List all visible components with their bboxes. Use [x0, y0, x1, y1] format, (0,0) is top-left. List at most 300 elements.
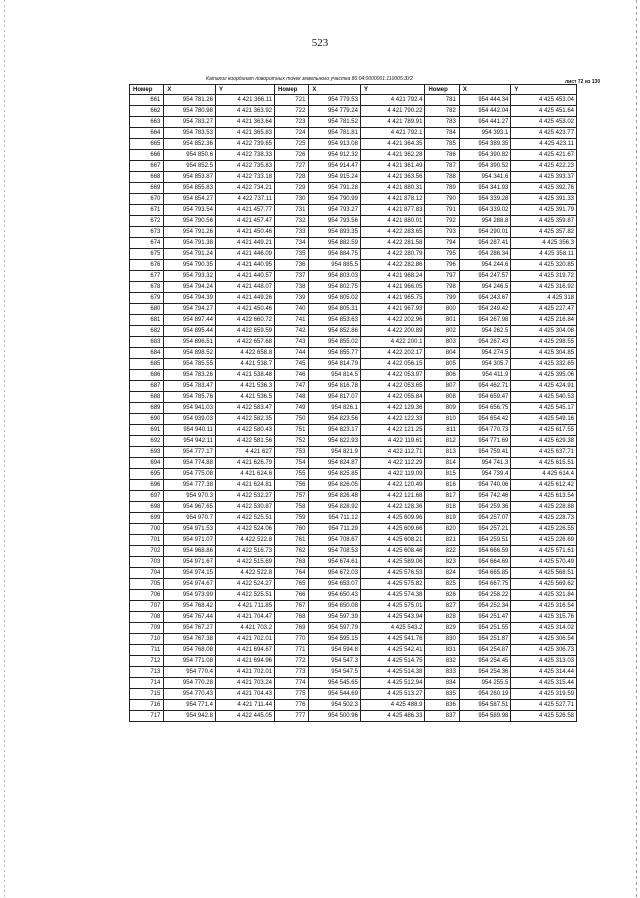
- cell-x: 954 940.11: [164, 425, 216, 436]
- cell-x: 954 462.71: [459, 381, 511, 392]
- cell-number: 793: [425, 227, 459, 238]
- table-row: [130, 282, 577, 293]
- cell-number: 704: [130, 568, 164, 579]
- cell-x: 954 852.86: [309, 326, 361, 337]
- cell-number: 695: [130, 469, 164, 480]
- cell-x: 954 826.05: [309, 480, 361, 491]
- cell-y: 4 425 453.02: [511, 117, 577, 128]
- cell-number: 761: [275, 535, 309, 546]
- cell-y: 4 425 395.06: [511, 370, 577, 381]
- cell-x: 954 259.36: [459, 502, 511, 513]
- cell-number: 705: [130, 579, 164, 590]
- cell-x: 954 305.7: [459, 359, 511, 370]
- cell-x: 954 825.85: [309, 469, 361, 480]
- cell-x: 954 390.52: [459, 161, 511, 172]
- cell-x: 954 828.92: [309, 502, 361, 513]
- cell-x: 954 243.67: [459, 293, 511, 304]
- cell-number: 669: [130, 183, 164, 194]
- cell-y: 4 425 358.11: [511, 249, 577, 260]
- cell-number: 769: [275, 623, 309, 634]
- table-row: [130, 568, 577, 579]
- cell-x: 954 785.55: [164, 359, 216, 370]
- cell-number: 731: [275, 205, 309, 216]
- cell-y: 4 425 451.64: [511, 106, 577, 117]
- cell-y: 4 422 282.86: [360, 260, 424, 271]
- cell-number: 822: [425, 546, 459, 557]
- cell-y: 4 425 453.04: [511, 95, 577, 106]
- cell-x: 954 915.24: [309, 172, 361, 183]
- cell-number: 696: [130, 480, 164, 491]
- table-row: [130, 601, 577, 612]
- cell-x: 954 254.36: [459, 667, 511, 678]
- cell-x: 954 783.27: [164, 117, 216, 128]
- cell-x: 954 711.29: [309, 524, 361, 535]
- cell-y: 4 425 306.54: [511, 634, 577, 645]
- cell-number: 663: [130, 117, 164, 128]
- table-row: [130, 271, 577, 282]
- table-row: [130, 612, 577, 623]
- cell-y: 4 421 968.24: [360, 271, 424, 282]
- cell-y: 4 422 516.73: [215, 546, 274, 557]
- cell-x: 954 767.44: [164, 612, 216, 623]
- table-body: [130, 95, 577, 722]
- cell-y: 4 425 608.21: [360, 535, 424, 546]
- table-row: [130, 502, 577, 513]
- table-row: [130, 260, 577, 271]
- cell-x: 954 770.43: [164, 689, 216, 700]
- cell-number: 792: [425, 216, 459, 227]
- table-row: [130, 458, 577, 469]
- cell-number: 760: [275, 524, 309, 535]
- cell-x: 954 974.15: [164, 568, 216, 579]
- cell-y: 4 422 280.79: [360, 249, 424, 260]
- cell-x: 954 339.02: [459, 205, 511, 216]
- cell-x: 954 939.03: [164, 414, 216, 425]
- cell-x: 954 650.08: [309, 601, 361, 612]
- cell-x: 954 251.55: [459, 623, 511, 634]
- header-y-1: Y: [215, 85, 274, 95]
- cell-x: 954 852.36: [164, 139, 216, 150]
- cell-number: 762: [275, 546, 309, 557]
- table-row: [130, 513, 577, 524]
- cell-x: 954 942.11: [164, 436, 216, 447]
- cell-y: 4 422 658.8: [215, 348, 274, 359]
- cell-y: 4 425 569.62: [511, 579, 577, 590]
- cell-number: 732: [275, 216, 309, 227]
- header-row: [130, 85, 577, 95]
- cell-number: 688: [130, 392, 164, 403]
- cell-y: 4 422 202.17: [360, 348, 424, 359]
- cell-number: 816: [425, 480, 459, 491]
- cell-x: 954 442.04: [459, 106, 511, 117]
- cell-x: 954 913.08: [309, 139, 361, 150]
- cell-x: 954 803.03: [309, 271, 361, 282]
- table-row: [130, 216, 577, 227]
- cell-number: 723: [275, 117, 309, 128]
- cell-y: 4 422 122.33: [360, 414, 424, 425]
- cell-y: 4 421 449.26: [215, 293, 274, 304]
- cell-y: 4 421 440.57: [215, 271, 274, 282]
- header-x-1: X: [164, 85, 216, 95]
- cell-y: 4 421 967.93: [360, 304, 424, 315]
- cell-x: 954 672.03: [309, 568, 361, 579]
- cell-number: 819: [425, 513, 459, 524]
- cell-y: 4 421 694.67: [215, 645, 274, 656]
- cell-x: 954 252.34: [459, 601, 511, 612]
- cell-number: 680: [130, 304, 164, 315]
- cell-y: 4 425 609.96: [360, 513, 424, 524]
- cell-x: 954 777.17: [164, 447, 216, 458]
- cell-number: 661: [130, 95, 164, 106]
- table-row: [130, 579, 577, 590]
- cell-number: 815: [425, 469, 459, 480]
- cell-x: 954 255.5: [459, 678, 511, 689]
- cell-number: 828: [425, 612, 459, 623]
- cell-number: 801: [425, 315, 459, 326]
- cell-number: 742: [275, 326, 309, 337]
- cell-y: 4 422 200.89: [360, 326, 424, 337]
- cell-number: 808: [425, 392, 459, 403]
- cell-number: 794: [425, 238, 459, 249]
- cell-number: 835: [425, 689, 459, 700]
- cell-x: 954 914.47: [309, 161, 361, 172]
- table-row: [130, 491, 577, 502]
- cell-y: 4 421 536.3: [215, 381, 274, 392]
- cell-y: 4 422 055.84: [360, 392, 424, 403]
- cell-number: 738: [275, 282, 309, 293]
- cell-number: 767: [275, 601, 309, 612]
- cell-x: 954 286.34: [459, 249, 511, 260]
- cell-x: 954 288.8: [459, 216, 511, 227]
- cell-y: 4 425 526.58: [511, 711, 577, 722]
- cell-x: 954 852.5: [164, 161, 216, 172]
- cell-number: 799: [425, 293, 459, 304]
- table-row: [130, 337, 577, 348]
- cell-number: 746: [275, 370, 309, 381]
- cell-x: 954 850.6: [164, 150, 216, 161]
- cell-y: 4 425 391.79: [511, 205, 577, 216]
- table-row: [130, 194, 577, 205]
- cell-x: 954 674.61: [309, 557, 361, 568]
- cell-y: 4 425 574.38: [360, 590, 424, 601]
- cell-y: 4 422 056.15: [360, 359, 424, 370]
- cell-x: 954 854.27: [164, 194, 216, 205]
- cell-number: 713: [130, 667, 164, 678]
- cell-number: 834: [425, 678, 459, 689]
- table-row: [130, 645, 577, 656]
- cell-y: 4 425 614.4: [511, 469, 577, 480]
- cell-x: 954 547.5: [309, 667, 361, 678]
- cell-number: 811: [425, 425, 459, 436]
- cell-number: 734: [275, 238, 309, 249]
- cell-x: 954 816.78: [309, 381, 361, 392]
- table-row: [130, 359, 577, 370]
- cell-y: 4 421 792.4: [360, 95, 424, 106]
- table-row: [130, 293, 577, 304]
- cell-number: 784: [425, 128, 459, 139]
- cell-x: 954 793.32: [164, 271, 216, 282]
- cell-number: 678: [130, 282, 164, 293]
- header-number-2: Номер: [275, 85, 309, 95]
- cell-x: 954 791.38: [164, 238, 216, 249]
- cell-y: 4 421 878.12: [360, 194, 424, 205]
- cell-number: 740: [275, 304, 309, 315]
- cell-x: 954 274.5: [459, 348, 511, 359]
- cell-x: 954 791.28: [309, 183, 361, 194]
- cell-x: 954 777.38: [164, 480, 216, 491]
- cell-x: 954 771.69: [459, 436, 511, 447]
- table-row: [130, 689, 577, 700]
- cell-number: 674: [130, 238, 164, 249]
- cell-x: 954 257.21: [459, 524, 511, 535]
- cell-x: 954 341.6: [459, 172, 511, 183]
- cell-number: 706: [130, 590, 164, 601]
- header-y-2: Y: [360, 85, 424, 95]
- cell-x: 954 708.53: [309, 546, 361, 557]
- cell-x: 954 767.38: [164, 634, 216, 645]
- cell-x: 954 770.28: [164, 678, 216, 689]
- cell-y: 4 421 702.01: [215, 634, 274, 645]
- cell-x: 954 246.5: [459, 282, 511, 293]
- cell-x: 954 785.76: [164, 392, 216, 403]
- cell-number: 671: [130, 205, 164, 216]
- cell-y: 4 425 576.53: [360, 568, 424, 579]
- cell-number: 836: [425, 700, 459, 711]
- cell-y: 4 425 304.08: [511, 326, 577, 337]
- cell-number: 754: [275, 458, 309, 469]
- cell-number: 772: [275, 656, 309, 667]
- cell-x: 954 974.67: [164, 579, 216, 590]
- cell-x: 954 262.5: [459, 326, 511, 337]
- cell-y: 4 422 281.58: [360, 238, 424, 249]
- cell-y: 4 421 624.81: [215, 480, 274, 491]
- cell-x: 954 791.24: [164, 249, 216, 260]
- cell-y: 4 422 738.33: [215, 150, 274, 161]
- cell-number: 817: [425, 491, 459, 502]
- cell-y: 4 422 522.8: [215, 568, 274, 579]
- table-row: [130, 634, 577, 645]
- cell-number: 692: [130, 436, 164, 447]
- table-row: [130, 249, 577, 260]
- cell-number: 827: [425, 601, 459, 612]
- cell-x: 954 258.22: [459, 590, 511, 601]
- cell-x: 954 898.52: [164, 348, 216, 359]
- cell-number: 675: [130, 249, 164, 260]
- table-row: [130, 150, 577, 161]
- cell-x: 954 290.01: [459, 227, 511, 238]
- cell-x: 954 967.65: [164, 502, 216, 513]
- cell-number: 749: [275, 403, 309, 414]
- cell-x: 954 826.1: [309, 403, 361, 414]
- cell-y: 4 421 450.46: [215, 304, 274, 315]
- cell-y: 4 425 319.72: [511, 271, 577, 282]
- cell-number: 803: [425, 337, 459, 348]
- cell-x: 954 589.98: [459, 711, 511, 722]
- cell-x: 954 822.93: [309, 436, 361, 447]
- cell-y: 4 425 545.17: [511, 403, 577, 414]
- table-row: [130, 392, 577, 403]
- cell-y: 4 421 790.22: [360, 106, 424, 117]
- cell-x: 954 973.99: [164, 590, 216, 601]
- cell-x: 954 667.75: [459, 579, 511, 590]
- cell-y: 4 422 112.71: [360, 447, 424, 458]
- page-number: 523: [311, 37, 329, 49]
- cell-y: 4 422 515.69: [215, 557, 274, 568]
- cell-number: 689: [130, 403, 164, 414]
- cell-number: 812: [425, 436, 459, 447]
- table-row: [130, 403, 577, 414]
- cell-number: 717: [130, 711, 164, 722]
- cell-x: 954 779.53: [309, 95, 361, 106]
- cell-number: 683: [130, 337, 164, 348]
- table-row: [130, 524, 577, 535]
- cell-number: 748: [275, 392, 309, 403]
- cell-x: 954 740.06: [459, 480, 511, 491]
- cell-y: 4 425 320.85: [511, 260, 577, 271]
- cell-y: 4 421 702.01: [215, 667, 274, 678]
- cell-x: 954 656.75: [459, 403, 511, 414]
- cell-number: 733: [275, 227, 309, 238]
- table-row: [130, 183, 577, 194]
- cell-y: 4 421 703.2: [215, 623, 274, 634]
- cell-x: 954 502.3: [309, 700, 361, 711]
- cell-x: 954 545.65: [309, 678, 361, 689]
- cell-number: 684: [130, 348, 164, 359]
- cell-x: 954 774.88: [164, 458, 216, 469]
- cell-x: 954 823.17: [309, 425, 361, 436]
- cell-number: 826: [425, 590, 459, 601]
- cell-number: 682: [130, 326, 164, 337]
- cell-x: 954 855.02: [309, 337, 361, 348]
- cell-y: 4 425 226.69: [511, 535, 577, 546]
- cell-y: 4 425 637.71: [511, 447, 577, 458]
- cell-number: 681: [130, 315, 164, 326]
- cell-x: 954 814.5: [309, 370, 361, 381]
- cell-number: 813: [425, 447, 459, 458]
- cell-x: 954 595.15: [309, 634, 361, 645]
- cell-number: 757: [275, 491, 309, 502]
- cell-y: 4 422 583.47: [215, 403, 274, 414]
- table-row: [130, 348, 577, 359]
- cell-y: 4 425 568.51: [511, 568, 577, 579]
- cell-y: 4 421 536.5: [215, 392, 274, 403]
- cell-number: 758: [275, 502, 309, 513]
- cell-y: 4 422 739.65: [215, 139, 274, 150]
- cell-number: 806: [425, 370, 459, 381]
- cell-y: 4 421 364.35: [360, 139, 424, 150]
- cell-x: 954 896.51: [164, 337, 216, 348]
- table-row: [130, 128, 577, 139]
- cell-x: 954 771.4: [164, 700, 216, 711]
- cell-number: 712: [130, 656, 164, 667]
- cell-y: 4 422 530.87: [215, 502, 274, 513]
- cell-y: 4 421 711.85: [215, 601, 274, 612]
- table-row: [130, 95, 577, 106]
- cell-y: 4 425 393.37: [511, 172, 577, 183]
- cell-number: 662: [130, 106, 164, 117]
- cell-x: 954 287.41: [459, 238, 511, 249]
- cell-number: 739: [275, 293, 309, 304]
- cell-y: 4 422 128.36: [360, 502, 424, 513]
- cell-number: 814: [425, 458, 459, 469]
- cell-number: 770: [275, 634, 309, 645]
- table-row: [130, 370, 577, 381]
- cell-y: 4 421 704.47: [215, 612, 274, 623]
- cell-y: 4 422 580.43: [215, 425, 274, 436]
- cell-y: 4 425 541.76: [360, 634, 424, 645]
- table-row: [130, 700, 577, 711]
- cell-y: 4 422 119.61: [360, 436, 424, 447]
- cell-x: 954 741.3: [459, 458, 511, 469]
- cell-y: 4 421 624.6: [215, 469, 274, 480]
- scan-edge-left: [4, 0, 5, 898]
- cell-number: 763: [275, 557, 309, 568]
- cell-x: 954 853.87: [164, 172, 216, 183]
- cell-number: 694: [130, 458, 164, 469]
- cell-x: 954 393.1: [459, 128, 511, 139]
- cell-number: 798: [425, 282, 459, 293]
- cell-y: 4 425 513.27: [360, 689, 424, 700]
- cell-x: 954 970.7: [164, 513, 216, 524]
- cell-x: 954 597.39: [309, 612, 361, 623]
- cell-y: 4 422 525.51: [215, 513, 274, 524]
- cell-y: 4 425 575.01: [360, 601, 424, 612]
- cell-y: 4 421 446.09: [215, 249, 274, 260]
- cell-number: 756: [275, 480, 309, 491]
- cell-number: 714: [130, 678, 164, 689]
- cell-x: 954 739.4: [459, 469, 511, 480]
- cell-y: 4 421 703.24: [215, 678, 274, 689]
- cell-number: 710: [130, 634, 164, 645]
- cell-x: 954 653.07: [309, 579, 361, 590]
- cell-number: 820: [425, 524, 459, 535]
- cell-number: 698: [130, 502, 164, 513]
- header-x-3: X: [459, 85, 511, 95]
- cell-x: 954 775.08: [164, 469, 216, 480]
- cell-y: 4 425 514.38: [360, 667, 424, 678]
- table-row: [130, 480, 577, 491]
- header-number-1: Номер: [130, 85, 164, 95]
- cell-x: 954 821.9: [309, 447, 361, 458]
- cell-number: 668: [130, 172, 164, 183]
- cell-x: 954 665.85: [459, 568, 511, 579]
- cell-number: 699: [130, 513, 164, 524]
- cell-number: 824: [425, 568, 459, 579]
- cell-x: 954 895.44: [164, 326, 216, 337]
- cell-number: 830: [425, 634, 459, 645]
- cell-y: 4 421 704.43: [215, 689, 274, 700]
- cell-number: 823: [425, 557, 459, 568]
- cell-number: 832: [425, 656, 459, 667]
- cell-number: 686: [130, 370, 164, 381]
- cell-y: 4 425 321.84: [511, 590, 577, 601]
- cell-number: 702: [130, 546, 164, 557]
- table-row: [130, 414, 577, 425]
- table-row: [130, 238, 577, 249]
- cell-number: 707: [130, 601, 164, 612]
- cell-y: 4 421 538.48: [215, 370, 274, 381]
- cell-y: 4 425 486.33: [360, 711, 424, 722]
- cell-x: 954 251.87: [459, 634, 511, 645]
- cell-number: 825: [425, 579, 459, 590]
- cell-y: 4 421 880.31: [360, 183, 424, 194]
- cell-y: 4 425 316.92: [511, 282, 577, 293]
- cell-number: 821: [425, 535, 459, 546]
- cell-number: 737: [275, 271, 309, 282]
- cell-number: 691: [130, 425, 164, 436]
- cell-y: 4 425 391.33: [511, 194, 577, 205]
- cell-number: 730: [275, 194, 309, 205]
